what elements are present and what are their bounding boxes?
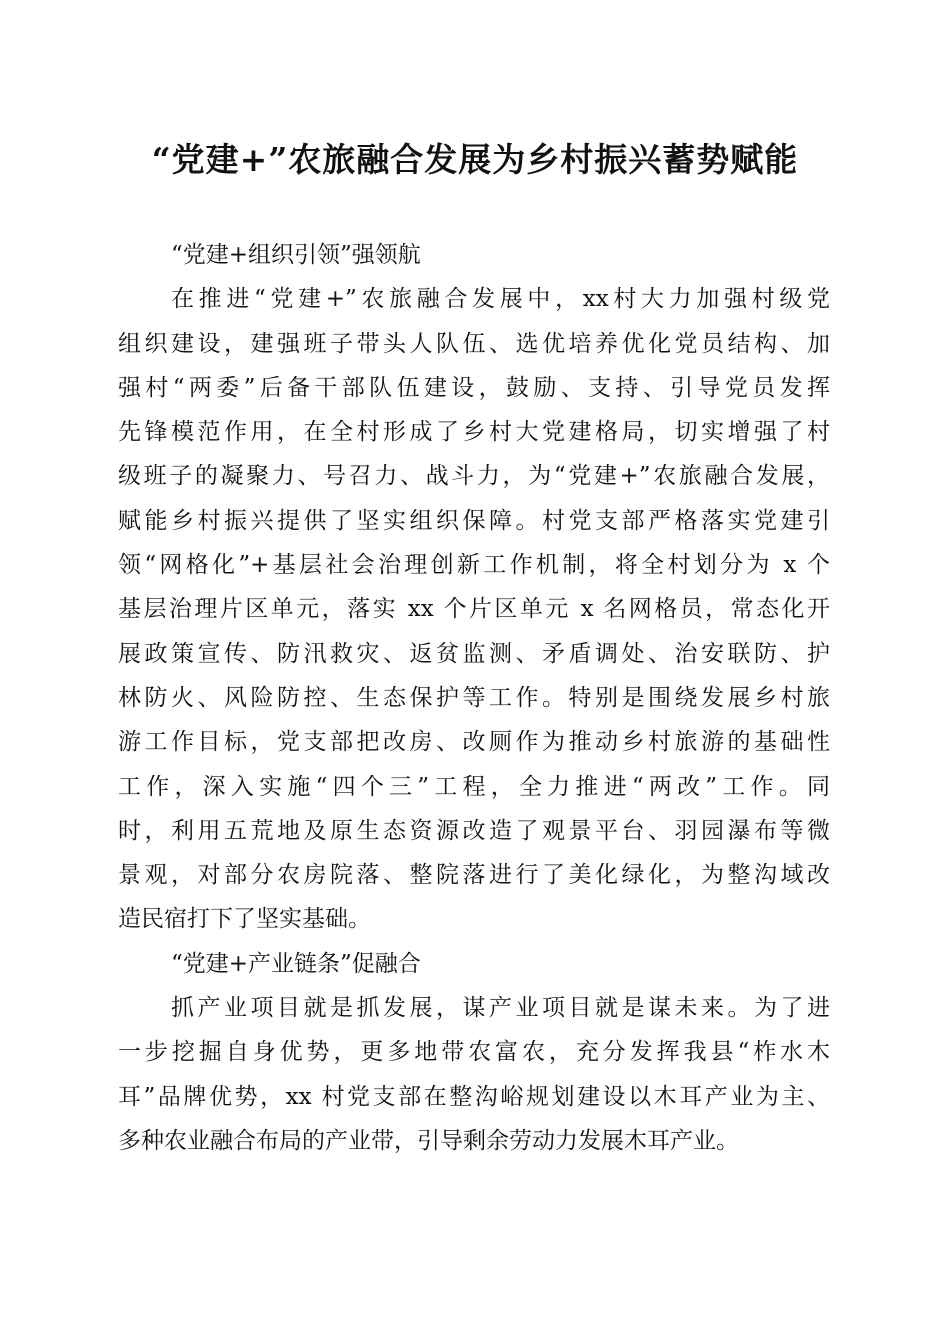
paragraph-line: 耳”品牌优势，xx 村党支部在整沟峪规划建设以木耳产业为主、	[118, 1083, 830, 1110]
section-heading: “党建+产业链条”促融合	[171, 950, 421, 977]
paragraph-line: 时，利用五荒地及原生态资源改造了观景平台、羽园瀑布等微	[118, 817, 830, 844]
paragraph-line: 工作，深入实施“四个三”工程，全力推进“两改”工作。同	[118, 773, 830, 800]
document-title: “党建+”农旅融合发展为乡村振兴蓄势赋能	[151, 140, 799, 179]
paragraph-line: 抓产业项目就是抓发展，谋产业项目就是谋未来。为了进	[171, 995, 830, 1022]
paragraph-line: 林防火、风险防控、生态保护等工作。特别是围绕发展乡村旅	[118, 684, 830, 711]
paragraph	[118, 277, 830, 941]
section-industry	[118, 942, 830, 1163]
document-body	[118, 233, 830, 1163]
paragraph-line: 景观，对部分农房院落、整院落进行了美化绿化，为整沟域改	[118, 862, 830, 889]
paragraph-line: 级班子的凝聚力、号召力、战斗力，为“党建+”农旅融合发展，	[118, 463, 830, 490]
section-heading: “党建+组织引领”强领航	[171, 242, 421, 268]
paragraph-line: 赋能乡村振兴提供了坚实组织保障。村党支部严格落实党建引	[118, 507, 830, 534]
paragraph-line: 展政策宣传、防汛救灾、返贫监测、矛盾调处、治安联防、护	[118, 640, 830, 667]
paragraph-line: 基层治理片区单元，落实 xx 个片区单元 x 名网格员，常态化开	[118, 596, 830, 623]
paragraph-line: 在推进“党建+”农旅融合发展中，xx村大力加强村级党	[171, 286, 830, 313]
paragraph-line: 一步挖掘自身优势，更多地带农富农，充分发挥我县“柞水木	[118, 1039, 830, 1066]
paragraph-line: 多种农业融合布局的产业带，引导剩余劳动力发展木耳产业。	[118, 1127, 739, 1154]
paragraph-line: 造民宿打下了坚实基础。	[118, 906, 371, 933]
paragraph	[118, 986, 830, 1163]
paragraph-line: 游工作目标，党支部把改房、改厕作为推动乡村旅游的基础性	[118, 729, 830, 756]
paragraph-line: 先锋模范作用，在全村形成了乡村大党建格局，切实增强了村	[118, 419, 830, 446]
paragraph-line: 组织建设，建强班子带头人队伍、选优培养优化党员结构、加	[118, 330, 830, 357]
paragraph-line: 强村“两委”后备干部队伍建设，鼓励、支持、引导党员发挥	[118, 374, 830, 401]
section-organization	[118, 233, 830, 942]
paragraph-line: 领“网格化”+基层社会治理创新工作机制，将全村划分为 x 个	[118, 552, 830, 579]
